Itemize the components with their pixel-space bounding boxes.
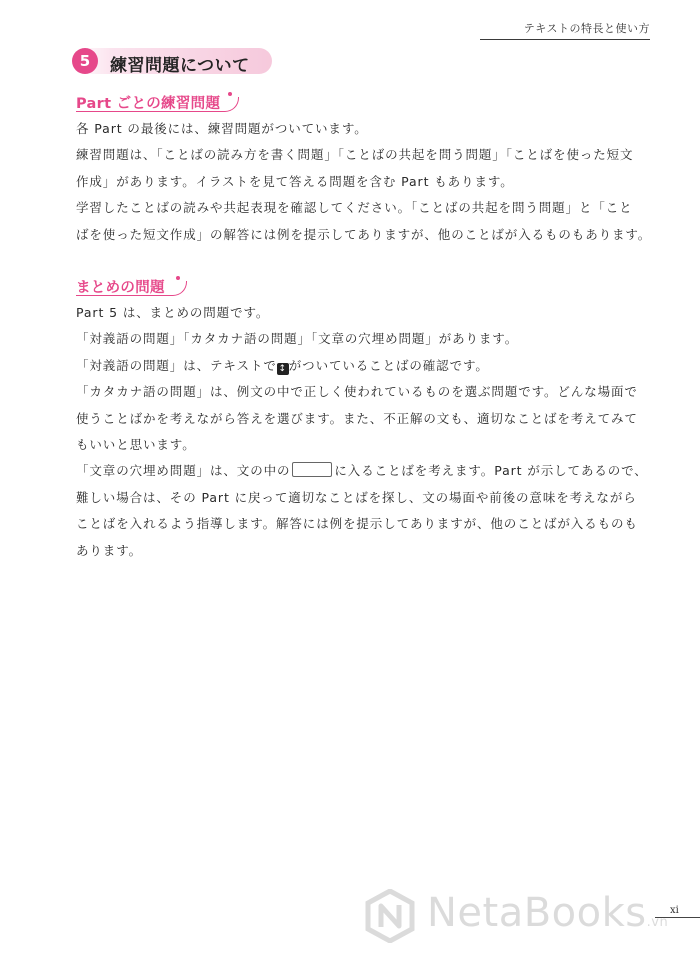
watermark-text [427, 890, 668, 936]
body-line: ばを使った短文作成」の解答には例を提示してありますが、他のことばが入るものもあります。 [76, 226, 652, 242]
body-text: 「文章の穴埋め問題」は、文の中の [76, 463, 291, 479]
antonym-arrow-icon: ↕ [278, 363, 287, 374]
body-line [76, 353, 648, 379]
running-header: テキストの特長と使い方 [480, 20, 650, 40]
body-line: もいいと思います。 [76, 437, 196, 453]
body-line: 学習したことばの読みや共起表現を確認してください。「ことばの共起を問う問題」と「こと [76, 200, 633, 216]
subsection-dot [176, 276, 180, 280]
page-number: xi [670, 905, 679, 916]
body-line: 「対義語の問題」「カタカナ語の問題」「文章の穴埋め問題」があります。 [76, 331, 519, 347]
subsection-heading-part-practice: Part ごとの練習問題 [76, 96, 221, 112]
section-number-badge: 5 [72, 48, 98, 74]
subsection-dot [228, 92, 232, 96]
body-line: 使うことばかを考えながら答えを選びます。また、不正解の文も、適切なことばを考えてみて [76, 410, 638, 426]
body-line: Part 5 は、まとめの問題です。 [76, 305, 270, 320]
subsection-body-part-practice [76, 116, 652, 248]
subsection-underline [76, 281, 187, 296]
watermark-brand: NetaBooks [427, 890, 647, 936]
body-line: 練習問題は、「ことばの読み方を書く問題」「ことばの共起を問う問題」「ことばを使った短文 [76, 147, 634, 163]
body-line: 難しい場合は、その Part に戻って適切なことばを探し、文の場面や前後の意味を考えながら [76, 489, 637, 505]
body-line: 各 Part の最後には、練習問題がついています。 [76, 121, 368, 136]
body-text: に入ることばを考えます。Part が示してあるので、 [334, 463, 648, 479]
body-line [76, 458, 648, 484]
body-text: 「対義語の問題」は、テキストで [76, 357, 277, 373]
body-text: がついていることばの確認です。 [288, 357, 489, 373]
blank-box-icon [292, 462, 332, 477]
body-line: ことばを入れるよう指導します。解答には例を提示してありますが、他のことばが入るものも [76, 516, 638, 532]
watermark [365, 885, 669, 945]
subsection-underline [76, 97, 239, 112]
watermark-suffix: .vn [646, 915, 669, 930]
section-banner [72, 48, 272, 74]
section-title: 練習問題について [110, 56, 250, 76]
subsection-body-summary [76, 300, 648, 564]
page-number-rule [655, 917, 700, 918]
body-line: あります。 [76, 542, 143, 558]
subsection-heading-summary: まとめの問題 [76, 280, 165, 296]
netabooks-logo-icon [365, 889, 415, 943]
body-line: 作成」があります。イラストを見て答える問題を含む Part もあります。 [76, 173, 514, 189]
body-line: 「カタカナ語の問題」は、例文の中で正しく使われているものを選ぶ問題です。どんな場面で [76, 384, 638, 400]
